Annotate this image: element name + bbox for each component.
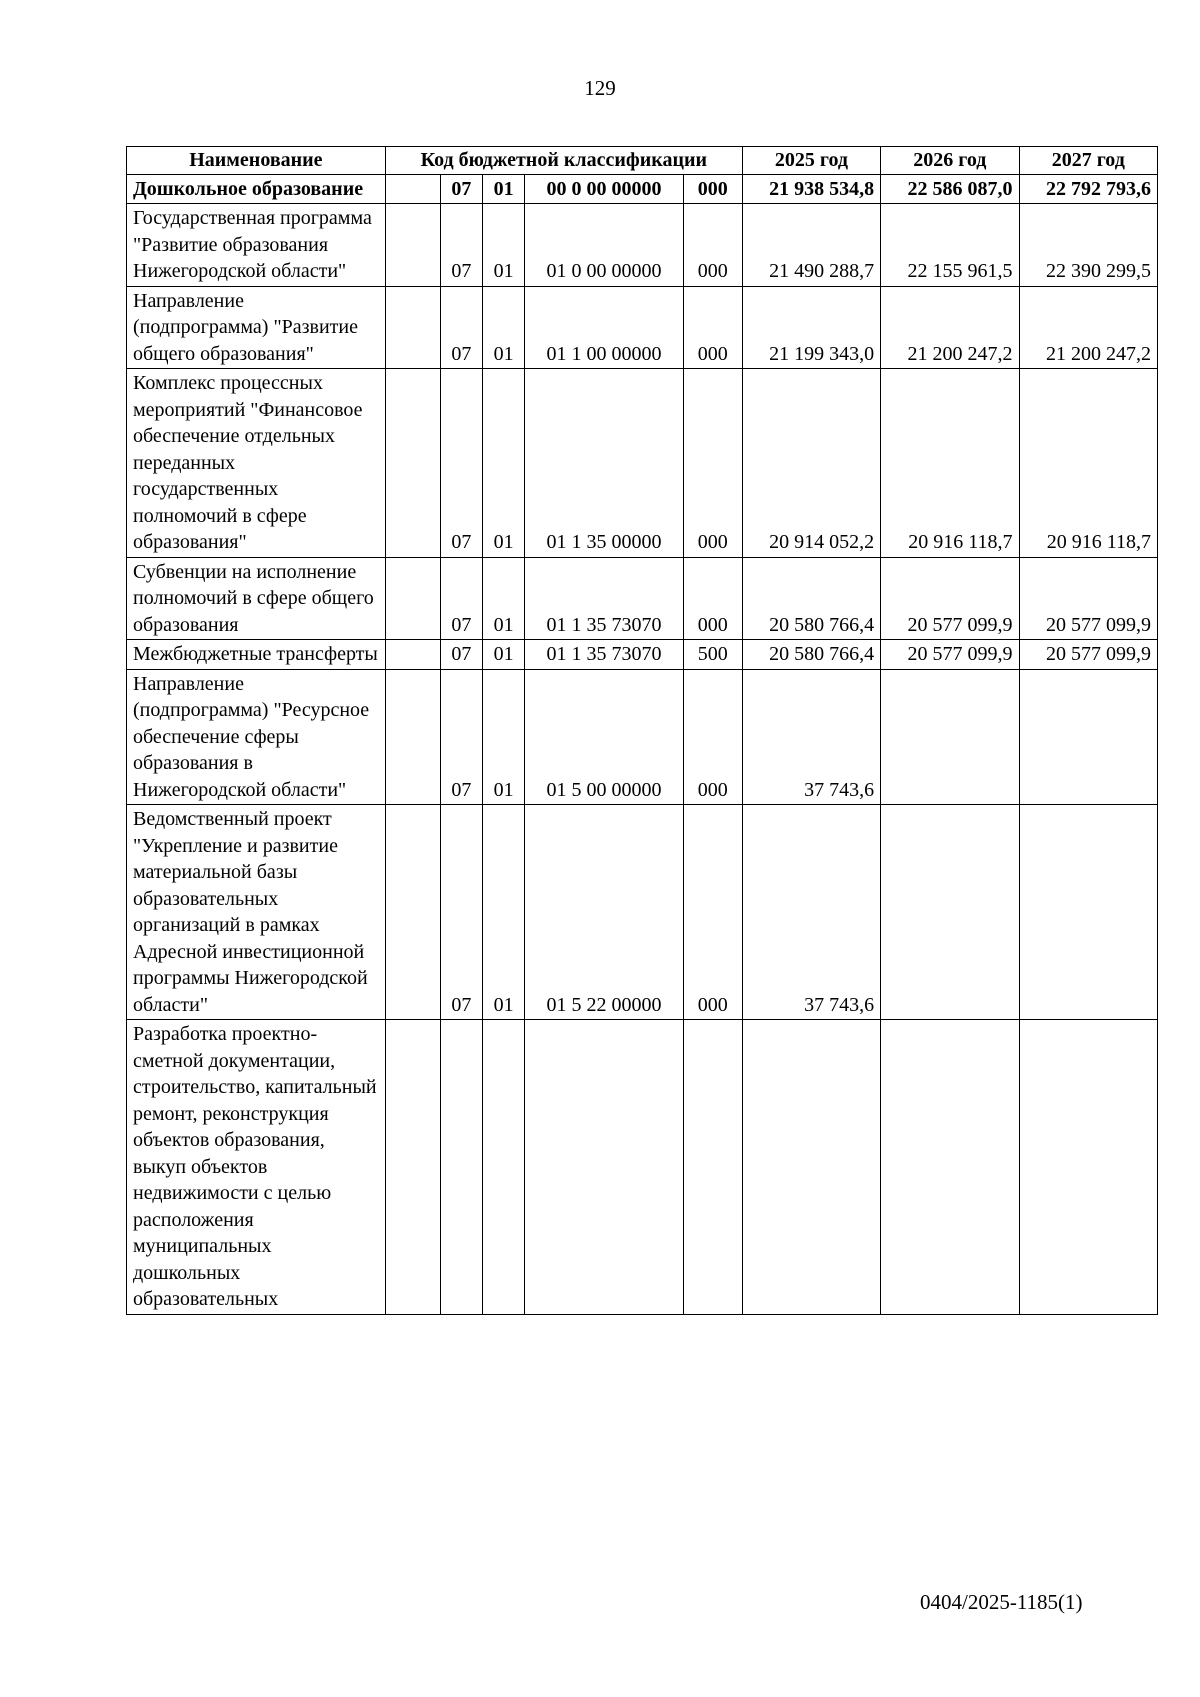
amount-2026 [881, 669, 1019, 805]
table-row [127, 669, 1158, 805]
code-part-5: 000 [683, 174, 742, 204]
document-code: 0404/2025-1185(1) [920, 1590, 1083, 1614]
code-part-2 [440, 1020, 482, 1315]
amount-2026 [881, 805, 1019, 1020]
code-part-3: 01 [482, 286, 524, 369]
amount-2025: 20 914 052,2 [742, 369, 880, 558]
amount-2025: 37 743,6 [742, 805, 880, 1020]
header-2025: 2025 год [742, 147, 880, 175]
table-row [127, 286, 1158, 369]
code-part-3: 01 [482, 669, 524, 805]
row-name: Дошкольное образование [127, 174, 386, 204]
row-name: Направление (подпрограмма) "Ресурсное обеспечение сферы образования в Нижегородской области" [127, 669, 386, 805]
code-part-4: 01 1 35 00000 [525, 369, 683, 558]
table-row [127, 557, 1158, 640]
code-part-1 [385, 640, 440, 670]
amount-2027 [1019, 805, 1157, 1020]
amount-2027 [1019, 1020, 1157, 1315]
code-part-2: 07 [440, 805, 482, 1020]
code-part-2: 07 [440, 204, 482, 287]
budget-table [126, 146, 1158, 1315]
header-2026: 2026 год [881, 147, 1019, 175]
amount-2025 [742, 1020, 880, 1315]
amount-2027: 20 577 099,9 [1019, 640, 1157, 670]
code-part-5: 000 [683, 286, 742, 369]
code-part-3: 01 [482, 369, 524, 558]
row-name: Межбюджетные трансферты [127, 640, 386, 670]
code-part-3 [482, 1020, 524, 1315]
code-part-2: 07 [440, 369, 482, 558]
code-part-3: 01 [482, 174, 524, 204]
code-part-4: 01 5 00 00000 [525, 669, 683, 805]
code-part-5: 000 [683, 557, 742, 640]
amount-2026: 20 916 118,7 [881, 369, 1019, 558]
amount-2026: 22 155 961,5 [881, 204, 1019, 287]
amount-2026: 20 577 099,9 [881, 557, 1019, 640]
amount-2026: 20 577 099,9 [881, 640, 1019, 670]
row-name: Разработка проектно-сметной документации, строительство, капитальный ремонт, реконструкция объектов образования, выкуп объектов недвижимости с целью расположения муниципальных дошкольных образовательных [127, 1020, 386, 1315]
code-part-1 [385, 204, 440, 287]
row-name: Направление (подпрограмма) "Развитие общего образования" [127, 286, 386, 369]
code-part-2: 07 [440, 640, 482, 670]
amount-2027: 22 390 299,5 [1019, 204, 1157, 287]
code-part-5: 000 [683, 669, 742, 805]
code-part-5: 000 [683, 369, 742, 558]
table-row [127, 204, 1158, 287]
page-number: 129 [584, 76, 616, 100]
amount-2026 [881, 1020, 1019, 1315]
row-name: Ведомственный проект "Укрепление и развитие материальной базы образовательных организаций в рамках Адресной инвестиционной программы Нижегородской области" [127, 805, 386, 1020]
code-part-1 [385, 557, 440, 640]
row-name: Субвенции на исполнение полномочий в сфере общего образования [127, 557, 386, 640]
amount-2027: 20 916 118,7 [1019, 369, 1157, 558]
code-part-3: 01 [482, 204, 524, 287]
code-part-2: 07 [440, 174, 482, 204]
amount-2025: 20 580 766,4 [742, 640, 880, 670]
code-part-1 [385, 669, 440, 805]
code-part-1 [385, 805, 440, 1020]
code-part-5: 000 [683, 204, 742, 287]
code-part-4: 01 5 22 00000 [525, 805, 683, 1020]
code-part-4: 00 0 00 00000 [525, 174, 683, 204]
amount-2025: 20 580 766,4 [742, 557, 880, 640]
code-part-1 [385, 286, 440, 369]
code-part-5: 500 [683, 640, 742, 670]
code-part-4: 01 1 35 73070 [525, 557, 683, 640]
code-part-1 [385, 174, 440, 204]
table-row [127, 369, 1158, 558]
header-name: Наименование [127, 147, 386, 175]
table-row [127, 174, 1158, 204]
code-part-4: 01 1 35 73070 [525, 640, 683, 670]
amount-2027 [1019, 669, 1157, 805]
amount-2025: 37 743,6 [742, 669, 880, 805]
amount-2025: 21 199 343,0 [742, 286, 880, 369]
code-part-1 [385, 1020, 440, 1315]
code-part-4: 01 0 00 00000 [525, 204, 683, 287]
code-part-5: 000 [683, 805, 742, 1020]
table-row [127, 640, 1158, 670]
code-part-3: 01 [482, 557, 524, 640]
code-part-3: 01 [482, 640, 524, 670]
header-code: Код бюджетной классификации [385, 147, 742, 175]
code-part-1 [385, 369, 440, 558]
code-part-2: 07 [440, 669, 482, 805]
table-row [127, 805, 1158, 1020]
code-part-2: 07 [440, 286, 482, 369]
table-row [127, 1020, 1158, 1315]
amount-2025: 21 490 288,7 [742, 204, 880, 287]
code-part-2: 07 [440, 557, 482, 640]
code-part-4: 01 1 00 00000 [525, 286, 683, 369]
row-name: Государственная программа "Развитие образования Нижегородской области" [127, 204, 386, 287]
table-header-row [127, 147, 1158, 175]
code-part-3: 01 [482, 805, 524, 1020]
table-body [127, 174, 1158, 1314]
header-2027: 2027 год [1019, 147, 1157, 175]
amount-2025: 21 938 534,8 [742, 174, 880, 204]
row-name: Комплекс процессных мероприятий "Финансовое обеспечение отдельных переданных государственных полномочий в сфере образования" [127, 369, 386, 558]
amount-2027: 21 200 247,2 [1019, 286, 1157, 369]
code-part-5 [683, 1020, 742, 1315]
amount-2027: 22 792 793,6 [1019, 174, 1157, 204]
code-part-4 [525, 1020, 683, 1315]
amount-2027: 20 577 099,9 [1019, 557, 1157, 640]
amount-2026: 21 200 247,2 [881, 286, 1019, 369]
amount-2026: 22 586 087,0 [881, 174, 1019, 204]
